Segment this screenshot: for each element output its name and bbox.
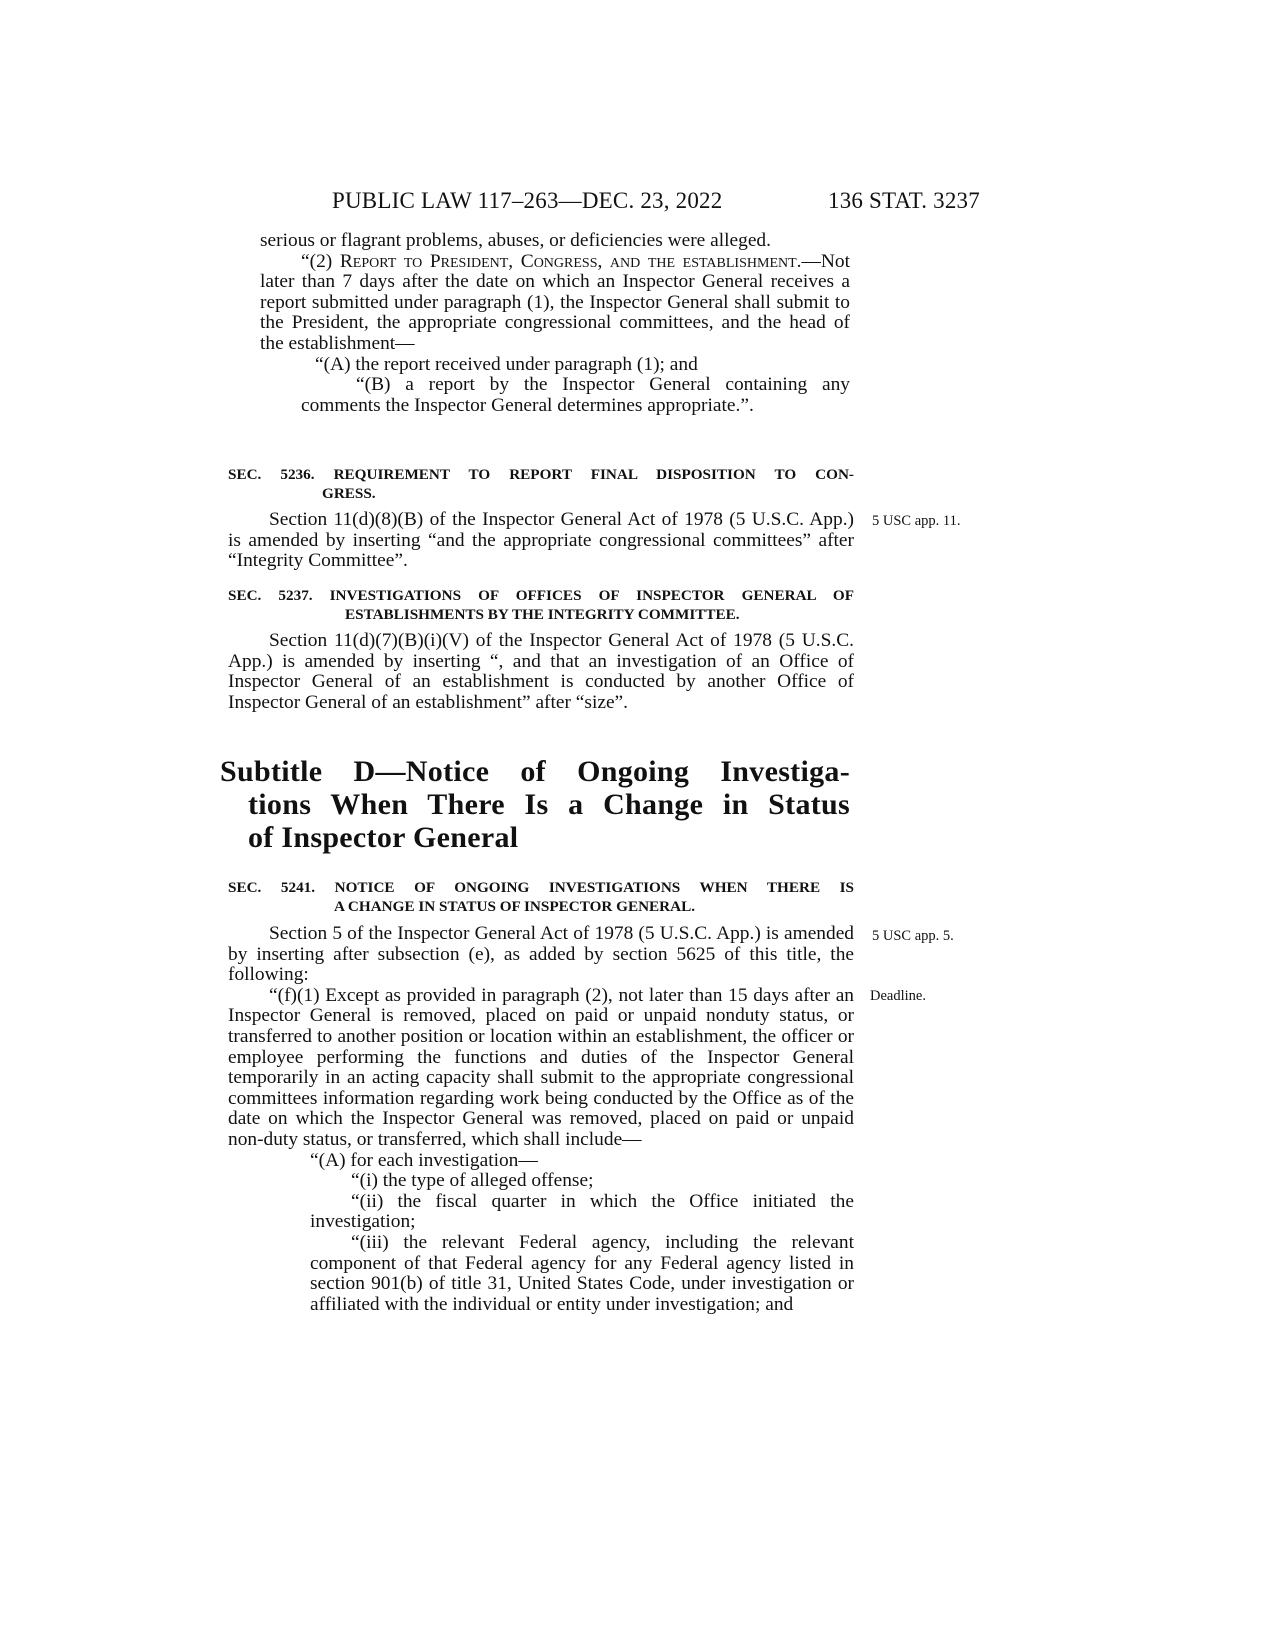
section-5241-body: Section 5 of the Inspector General Act of 1978 (5 U.S.C. App.) is amended by inserting after subsection (e), as added by section 5625 of this title, the following: bbox=[228, 923, 854, 986]
paragraph-continuation: serious or flagrant problems, abuses, or deficiencies were alleged. bbox=[260, 230, 771, 251]
paragraph-2-report bbox=[260, 252, 850, 355]
page-header-title: PUBLIC LAW 117–263—DEC. 23, 2022 bbox=[332, 188, 723, 213]
section-5236-body-block bbox=[228, 510, 854, 572]
continuation-block bbox=[260, 231, 850, 416]
section-5241-iii: “(iii) the relevant Federal agency, including the relevant component of that Federal agency for any Federal agency listed in section 901(b) of title 31, United States Code, under investigation or affiliated with the individual or entity under investigation; and bbox=[310, 1231, 854, 1315]
margin-note-deadline: Deadline. bbox=[870, 988, 926, 1004]
margin-note-usc-11: 5 USC app. 11. bbox=[872, 513, 961, 529]
subtitle-line2: tions When There Is a Change in Status bbox=[248, 788, 850, 821]
subtitle-line1: Subtitle D—Notice of Ongoing Investiga- bbox=[220, 755, 850, 788]
section-5237-body-block bbox=[228, 631, 854, 713]
section-5237-heading bbox=[228, 586, 854, 624]
section-5241-body-block bbox=[228, 924, 854, 1315]
subtitle-heading bbox=[220, 755, 850, 854]
margin-note-usc-5: 5 USC app. 5. bbox=[872, 928, 954, 944]
subtitle-line3: of Inspector General bbox=[248, 821, 519, 854]
section-5237-heading-line2: ESTABLISHMENTS BY THE INTEGRITY COMMITTEE. bbox=[345, 606, 740, 623]
paragraph-2-body: —Not later than 7 days after the date on which an Inspector General receives a report submitted under paragraph (1), the Inspector General shall submit to the President, the appropriate congressional committees, and the head of the establishment— bbox=[260, 250, 850, 354]
section-5241-heading-line1: SEC. 5241. NOTICE OF ONGOING INVESTIGATIONS WHEN THERE IS bbox=[228, 879, 854, 896]
section-5237-body: Section 11(d)(7)(B)(i)(V) of the Inspector General Act of 1978 (5 U.S.C. App.) is amended by inserting “, and that an investigation of an Office of Inspector General of an establishment is conducted by another Office of Inspector General of an establishment” after “size”. bbox=[228, 630, 854, 713]
section-5241-i: “(i) the type of alleged offense; bbox=[351, 1170, 594, 1192]
paragraph-2-lead: “(2) bbox=[301, 250, 340, 272]
section-5237-heading-line1: SEC. 5237. INVESTIGATIONS OF OFFICES OF INSPECTOR GENERAL OF bbox=[228, 587, 854, 604]
section-5241-A: “(A) for each investigation— bbox=[310, 1149, 538, 1171]
section-5241-f1: “(f)(1) Except as provided in paragraph (2), not later than 15 days after an Inspector General is removed, placed on paid or unpaid nonduty status, or transferred to another position or location within an establishment, the officer or employee performing the functions and duties of the Inspector General temporarily in an acting capacity shall submit to the appropriate congressional committees information regarding work being conducted by the Office as of the date on which the Inspector General was removed, placed on paid or unpaid non-duty status, or transferred, which shall include— bbox=[228, 984, 854, 1150]
section-5236-heading bbox=[228, 465, 854, 503]
subparagraph-A: “(A) the report received under paragraph (1); and bbox=[315, 353, 698, 375]
subparagraph-B: “(B) a report by the Inspector General containing any comments the Inspector General determines appropriate.”. bbox=[301, 374, 850, 416]
section-5236-heading-line1: SEC. 5236. REQUIREMENT TO REPORT FINAL DISPOSITION TO CON- bbox=[228, 466, 854, 483]
section-5236-body: Section 11(d)(8)(B) of the Inspector General Act of 1978 (5 U.S.C. App.) is amended by inserting “and the appropriate congressional committees” after “Integrity Committee”. bbox=[228, 509, 854, 572]
section-5241-heading-line2: A CHANGE IN STATUS OF INSPECTOR GENERAL. bbox=[334, 898, 696, 915]
section-5241-heading bbox=[228, 878, 854, 916]
paragraph-2-heading: Report to President, Congress, and the establishment. bbox=[339, 250, 802, 272]
section-5241-ii: “(ii) the fiscal quarter in which the Office initiated the investigation; bbox=[310, 1190, 854, 1233]
page-header-stat: 136 STAT. 3237 bbox=[828, 188, 980, 213]
section-5236-heading-line2: GRESS. bbox=[322, 485, 376, 502]
